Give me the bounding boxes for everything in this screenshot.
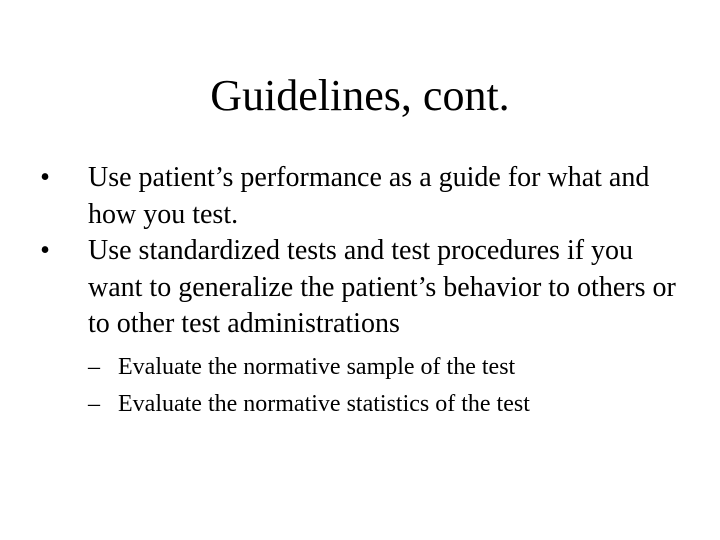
sub-bullet-text: Evaluate the normative statistics of the test bbox=[118, 390, 530, 417]
bullet-item bbox=[30, 160, 680, 233]
slide-title: Guidelines, cont. bbox=[210, 71, 510, 120]
sub-bullet-item bbox=[88, 386, 680, 423]
sub-bullet-text: Evaluate the normative sample of the test bbox=[118, 353, 516, 380]
sub-bullet-marker: – bbox=[88, 353, 100, 380]
bullet-text: Use patient’s performance as a guide for what and how you test. bbox=[88, 162, 650, 230]
sub-bullet-list bbox=[88, 349, 680, 423]
bullet-marker: • bbox=[40, 235, 50, 266]
bullet-marker: • bbox=[40, 162, 50, 193]
sub-bullet-item bbox=[88, 349, 680, 386]
bullet-list bbox=[30, 160, 680, 423]
sub-bullet-marker: – bbox=[88, 390, 100, 417]
bullet-item bbox=[30, 233, 680, 423]
bullet-text: Use standardized tests and test procedures if you want to generalize the patient’s behavior to others or to other test administrations bbox=[88, 235, 676, 339]
